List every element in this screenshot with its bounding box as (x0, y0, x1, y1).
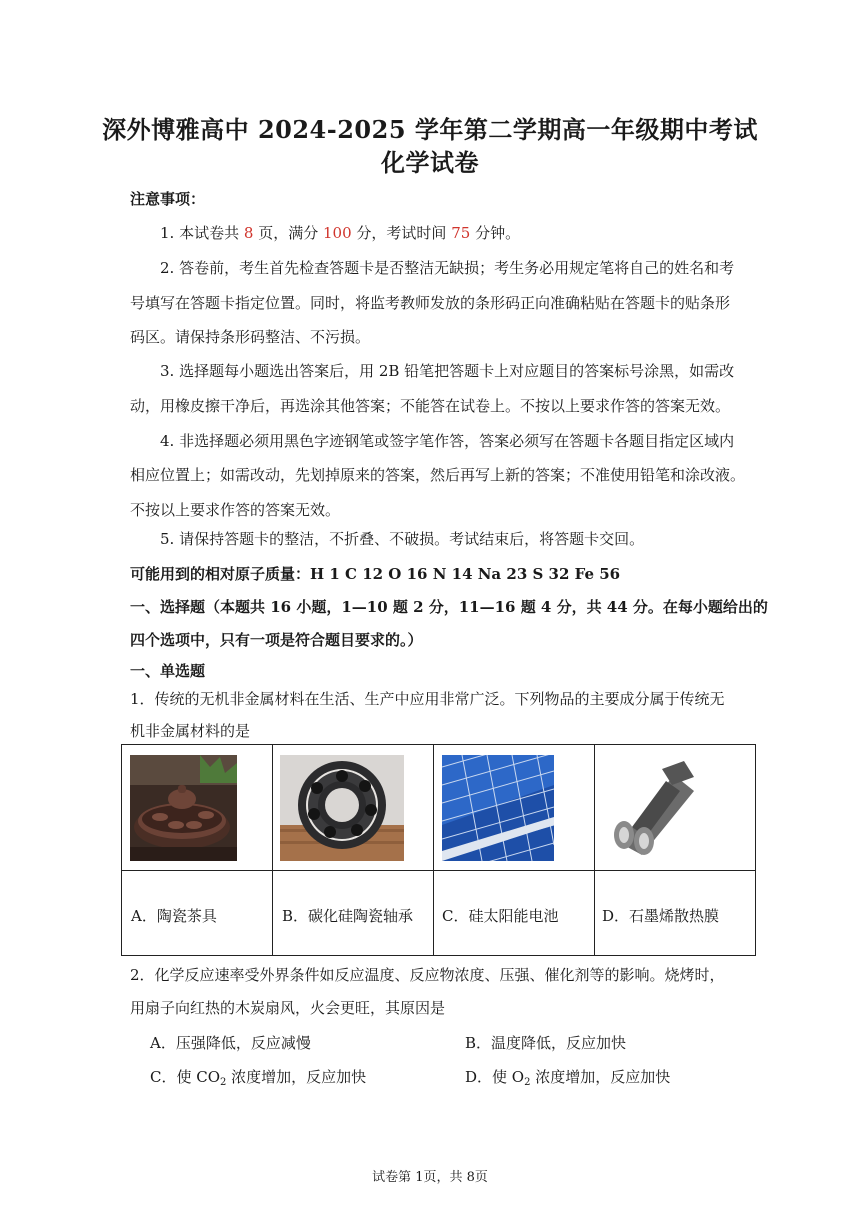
question-2-option-a: A．压强降低，反应减慢 (150, 1034, 311, 1052)
graphene-film-image (602, 755, 700, 861)
option-c-text: C．使 CO (150, 1068, 221, 1086)
exam-time: 75 (451, 224, 471, 242)
option-c-label: C．硅太阳能电池 (442, 907, 559, 925)
section-1-heading-line-1: 一、选择题（本题共 16 小题，1—10 题 2 分，11—16 题 4 分，共 44 分。在每小题给出的 (130, 598, 768, 616)
option-a-label: A．陶瓷茶具 (131, 907, 217, 925)
section-1-heading-line-2: 四个选项中，只有一项是符合题目要求的。） (130, 631, 423, 649)
notice-heading: 注意事项： (130, 190, 206, 208)
notice-item-2-line-3: 码区。请保持条形码整洁、不污损。 (130, 328, 371, 346)
table-divider (594, 745, 595, 955)
ceramic-tea-set-image (130, 755, 237, 861)
question-1-stem-line-2: 机非金属材料的是 (130, 722, 251, 740)
table-divider (122, 870, 755, 871)
notice-item-1 (160, 222, 520, 243)
notice-item-3-line-2: 动，用橡皮擦干净后，再选涂其他答案；不能答在试卷上。不按以上要求作答的答案无效。 (130, 397, 731, 415)
page-footer: 试卷第 1页，共 8页 (372, 1170, 488, 1185)
notice-item-1-text-a: 1. 本试卷共 (160, 224, 240, 242)
notice-item-3-line-1: 3. 选择题每小题选出答案后，用 2B 铅笔把答题卡上对应题目的答案标号涂黑，如需改 (160, 362, 735, 380)
notice-item-5: 5. 请保持答题卡的整洁，不折叠、不破损。考试结束后，将答题卡交回。 (160, 530, 645, 548)
option-d-label: D．石墨烯散热膜 (602, 907, 720, 925)
option-d-text-tail: 浓度增加，反应加快 (530, 1068, 671, 1086)
exam-title: 深外博雅高中 2024-2025 学年第二学期高一年级期中考试 (102, 115, 758, 144)
atomic-mass-line: 可能用到的相对原子质量：H 1 C 12 O 16 N 14 Na 23 S 32 Fe 56 (130, 565, 621, 583)
full-score: 100 (323, 224, 352, 242)
page-count: 8 (243, 224, 254, 242)
notice-item-2-line-2: 号填写在答题卡指定位置。同时，将监考教师发放的条形码正向准确粘贴在答题卡的贴条形 (130, 294, 731, 312)
option-b-label: B．碳化硅陶瓷轴承 (282, 907, 414, 925)
question-2-stem-line-2: 用扇子向红热的木炭扇风，火会更旺，其原因是 (130, 999, 446, 1017)
o2-subscript: 2 (524, 1077, 531, 1088)
table-divider (433, 745, 434, 955)
question-2-option-c (150, 1066, 366, 1088)
section-1-sub-heading: 一、单选题 (130, 662, 206, 680)
solar-panel-image (442, 755, 554, 861)
notice-item-2-line-1: 2. 答卷前，考生首先检查答题卡是否整洁无缺损；考生务必用规定笔将自己的姓名和考 (160, 259, 735, 277)
table-divider (272, 745, 273, 955)
notice-item-1-text-d: 分钟。 (475, 224, 521, 242)
notice-item-4-line-2: 相应位置上；如需改动，先划掉原来的答案，然后再写上新的答案；不准使用铅笔和涂改液。 (130, 466, 746, 484)
option-c-text-tail: 浓度增加，反应加快 (226, 1068, 367, 1086)
question-2-stem-line-1: 2．化学反应速率受外界条件如反应温度、反应物浓度、压强、催化剂等的影响。烧烤时， (130, 966, 725, 984)
exam-subject-title: 化学试卷 (381, 148, 479, 177)
question-2-option-b: B．温度降低，反应加快 (465, 1034, 627, 1052)
option-d-text: D．使 O (465, 1068, 525, 1086)
co2-subscript: 2 (220, 1077, 227, 1088)
notice-item-1-text-c: 分，考试时间 (356, 224, 447, 242)
question-1-options-table (121, 744, 756, 956)
notice-item-4-line-3: 不按以上要求作答的答案无效。 (130, 501, 341, 519)
question-1-stem-line-1: 1．传统的无机非金属材料在生活、生产中应用非常广泛。下列物品的主要成分属于传统无 (130, 690, 725, 708)
notice-item-1-text-b: 页，满分 (258, 224, 319, 242)
notice-item-4-line-1: 4. 非选择题必须用黑色字迹钢笔或签字笔作答，答案必须写在答题卡各题目指定区域内 (160, 432, 735, 450)
ceramic-bearing-image (280, 755, 404, 861)
question-2-option-d (465, 1066, 670, 1088)
